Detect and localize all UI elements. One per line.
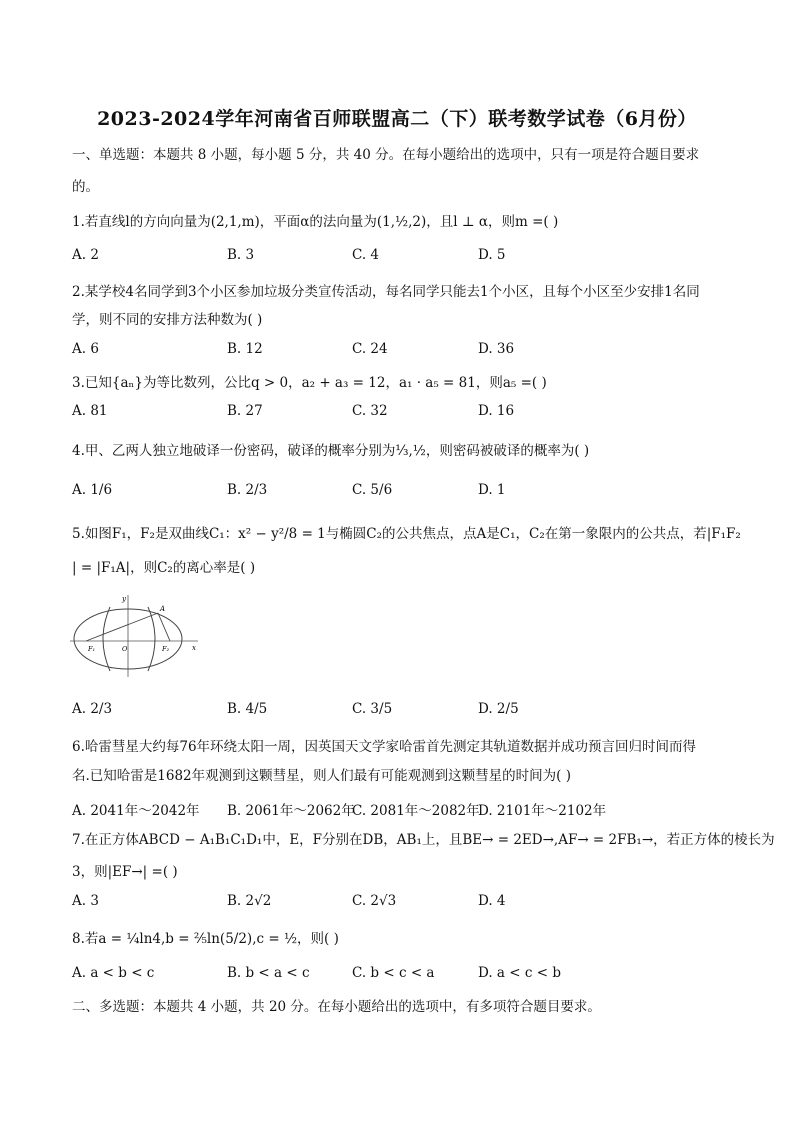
- option-a: A. 3: [72, 893, 99, 909]
- option-a: A. 2: [72, 247, 99, 263]
- question-7-text-line2: 3，则|EF→| =( ): [72, 864, 178, 880]
- label-y: y: [122, 595, 126, 603]
- option-a: A. 1/6: [72, 482, 113, 498]
- option-c: C. 4: [352, 247, 380, 263]
- option-c: C. 32: [352, 403, 388, 419]
- page-title: 2023-2024学年河南省百师联盟高二（下）联考数学试卷（6月份）: [97, 108, 697, 130]
- option-b: B. 3: [227, 247, 255, 263]
- option-a: A. a < b < c: [72, 965, 155, 981]
- option-b: B. 12: [227, 341, 263, 357]
- question-6-text-line2: 名.已知哈雷是1682年观测到这颗彗星，则人们最有可能观测到这颗彗星的时间为( ): [72, 768, 571, 784]
- option-b: B. 27: [227, 403, 263, 419]
- label-x: x: [192, 644, 196, 652]
- option-a: A. 81: [72, 403, 108, 419]
- option-d: D. 36: [478, 341, 515, 357]
- question-5-options: [72, 701, 732, 721]
- question-5-text-line1: 5.如图F₁，F₂是双曲线C₁：x² − y²/8 = 1与椭圆C₂的公共焦点，点A是C₁，C₂在第一象限内的公共点，若|F₁F₂: [72, 526, 741, 542]
- option-b: B. 2/3: [227, 482, 268, 498]
- option-d: D. 5: [478, 247, 506, 263]
- segment-f1-a: [86, 613, 158, 641]
- question-1-options: [72, 247, 732, 267]
- section2-heading: 二、多选题：本题共 4 小题，共 20 分。在每小题给出的选项中，有多项符合题目要求。: [72, 999, 601, 1015]
- option-a: A. 6: [72, 341, 99, 357]
- option-d: D. 2101年～2102年: [478, 803, 607, 819]
- option-c: C. b < c < a: [352, 965, 435, 981]
- question-8-options: [72, 965, 732, 985]
- question-2-text-line2: 学，则不同的安排方法种数为( ): [72, 312, 263, 328]
- option-d: D. 16: [478, 403, 515, 419]
- section1-heading-line2: 的。: [72, 179, 99, 195]
- option-c: C. 24: [352, 341, 388, 357]
- option-b: B. 2√2: [227, 893, 272, 909]
- question-3-text: 3.已知{aₙ}为等比数列，公比q > 0，a₂ + a₃ = 12，a₁ · a₅ = 81，则a₅ =( ): [72, 375, 547, 391]
- question-2-options: [72, 341, 732, 361]
- label-o: O: [122, 645, 128, 653]
- segment-a-f2: [158, 613, 170, 641]
- question-7-text-line1: 7.在正方体ABCD − A₁B₁C₁D₁中，E，F分别在DB，AB₁上，且BE→ = 2ED→,AF→ = 2FB₁→，若正方体的棱长为: [72, 832, 775, 848]
- question-8-text: 8.若a = ¼ln4,b = ⅖ln(5/2),c = ½，则( ): [72, 931, 339, 947]
- section1-heading-line1: 一、单选题：本题共 8 小题，每小题 5 分，共 40 分。在每小题给出的选项中，只有一项是符合题目要求: [72, 147, 700, 163]
- option-c: C. 2081年～2082年: [352, 803, 480, 819]
- option-d: D. 4: [478, 893, 506, 909]
- question-4-options: [72, 482, 732, 502]
- option-d: D. a < c < b: [478, 965, 561, 981]
- question-1-text: 1.若直线l的方向向量为(2,1,m)，平面α的法向量为(1,½,2)，且l ⊥ α，则m =( ): [72, 214, 559, 230]
- option-a: A. 2/3: [72, 701, 113, 717]
- option-c: C. 2√3: [352, 893, 397, 909]
- option-d: D. 2/5: [478, 701, 519, 717]
- hyperbola-ellipse-figure: [70, 593, 200, 679]
- question-6-text-line1: 6.哈雷彗星大约每76年环绕太阳一周，因英国天文学家哈雷首先测定其轨道数据并成功预言回归时间而得: [72, 739, 697, 755]
- label-f1: F₁: [88, 645, 96, 653]
- hyperbola-left-branch: [103, 607, 110, 671]
- option-d: D. 1: [478, 482, 506, 498]
- question-6-options: [72, 799, 732, 819]
- option-c: C. 5/6: [352, 482, 393, 498]
- question-4-text: 4.甲、乙两人独立地破译一份密码，破译的概率分别为⅓,½，则密码被破译的概率为( ): [72, 443, 590, 459]
- question-7-options: [72, 893, 732, 913]
- option-c: C. 3/5: [352, 701, 393, 717]
- label-f2: F₂: [162, 645, 170, 653]
- question-2-text-line1: 2.某学校4名同学到3个小区参加垃圾分类宣传活动，每名同学只能去1个小区，且每个小区至少安排1名同: [72, 284, 700, 300]
- label-a: A: [160, 605, 166, 613]
- option-a: A. 2041年～2042年: [72, 803, 200, 819]
- question-5-text-line2: | = |F₁A|，则C₂的离心率是( ): [72, 560, 256, 576]
- option-b: B. b < a < c: [227, 965, 310, 981]
- option-b: B. 2061年～2062年: [227, 803, 355, 819]
- question-3-options: [72, 403, 732, 423]
- option-b: B. 4/5: [227, 701, 268, 717]
